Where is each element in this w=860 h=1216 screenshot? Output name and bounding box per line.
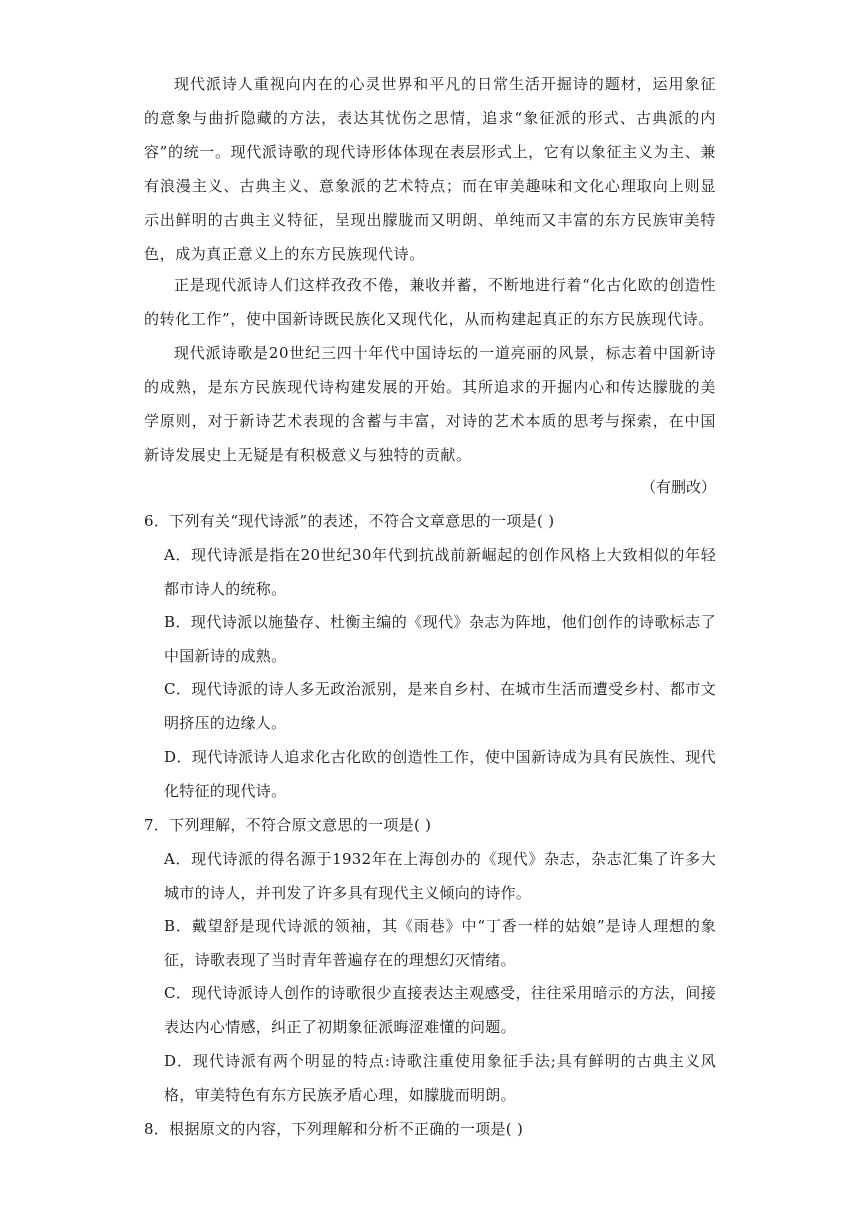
source-note: （有删改） bbox=[640, 478, 716, 496]
question-6-option-d: D．现代诗派诗人追求化古化欧的创造性工作，使中国新诗成为具有民族性、现代化特征的现代诗。 bbox=[164, 748, 716, 800]
question-7-stem: 7．下列理解，不符合原文意思的一项是( ) bbox=[144, 816, 432, 834]
question-6-stem: 6．下列有关“现代诗派”的表述，不符合文章意思的一项是( ) bbox=[144, 512, 555, 530]
question-7-option-c: C．现代诗派诗人创作的诗歌很少直接表达主观感受，往往采用暗示的方法，间接表达内心情感，纠正了初期象征派晦涩难懂的问题。 bbox=[164, 984, 716, 1036]
question-7-option-b: B．戴望舒是现代诗派的领袖，其《雨巷》中“丁香一样的姑娘”是诗人理想的象征，诗歌表现了当时青年普遍存在的理想幻灭情绪。 bbox=[164, 917, 716, 969]
passage-paragraph-3: 现代派诗歌是20世纪三四十年代中国诗坛的一道亮丽的风景，标志着中国新诗的成熟，是东方民族现代诗构建发展的开始。其所追求的开掘内心和传达朦胧的美学原则，对于新诗艺术表现的含蓄与丰富，对诗的艺术本质的思考与探索，在中国新诗发展史上无疑是有积极意义与独特的贡献。 bbox=[144, 344, 716, 464]
question-7-option-a: A．现代诗派的得名源于1932年在上海创办的《现代》杂志，杂志汇集了许多大城市的诗人，并刊发了许多具有现代主义倾向的诗作。 bbox=[164, 850, 716, 902]
passage-paragraph-2: 正是现代派诗人们这样孜孜不倦，兼收并蓄，不断地进行着“化古化欧的创造性的转化工作”，使中国新诗既民族化又现代化，从而构建起真正的东方民族现代诗。 bbox=[144, 276, 716, 328]
question-6-option-a: A．现代诗派是指在20世纪30年代到抗战前新崛起的创作风格上大致相似的年轻都市诗人的统称。 bbox=[164, 546, 716, 598]
question-8-stem: 8．根据原文的内容，下列理解和分析不正确的一项是( ) bbox=[144, 1120, 524, 1138]
question-6-option-b: B．现代诗派以施蛰存、杜衡主编的《现代》杂志为阵地，他们创作的诗歌标志了中国新诗的成熟。 bbox=[164, 613, 716, 665]
question-6-option-c: C．现代诗派的诗人多无政治派别，是来自乡村、在城市生活而遭受乡村、都市文明挤压的边缘人。 bbox=[164, 680, 716, 732]
passage-paragraph-1: 现代派诗人重视向内在的心灵世界和平凡的日常生活开掘诗的题材，运用象征的意象与曲折隐藏的方法，表达其忧伤之思情，追求“象征派的形式、古典派的内容”的统一。现代派诗歌的现代诗形体体现在表层形式上，它有以象征主义为主、兼有浪漫主义、古典主义、意象派的艺术特点；而在审美趣味和文化心理取向上则显示出鲜明的古典主义特征，呈现出朦胧而又明朗、单纯而又丰富的东方民族审美特色，成为真正意义上的东方民族现代诗。 bbox=[144, 75, 716, 263]
question-7-option-d: D．现代诗派有两个明显的特点:诗歌注重使用象征手法;具有鲜明的古典主义风格，审美特色有东方民族矛盾心理，如朦胧而明朗。 bbox=[164, 1052, 716, 1104]
